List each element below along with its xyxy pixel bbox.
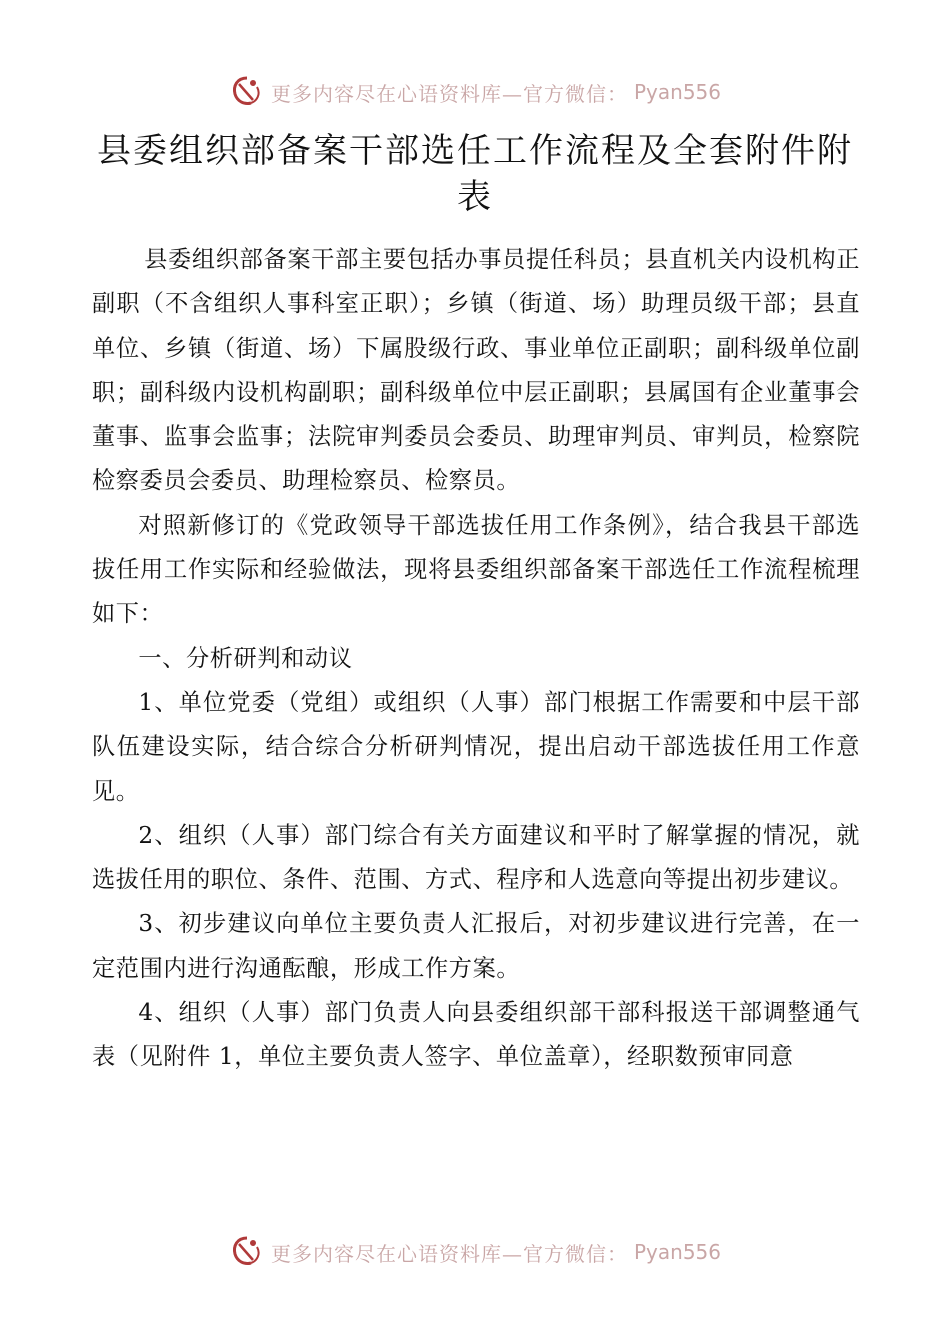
footer-watermark bbox=[0, 1232, 950, 1272]
paragraph-step-2: 2、组织（人事）部门综合有关方面建议和平时了解掌握的情况，就选拔任用的职位、条件、范围、方式、程序和人选意向等提出初步建议。 bbox=[92, 821, 860, 894]
section-heading: 一、分析研判和动议 bbox=[138, 644, 353, 672]
watermark-text: 更多内容尽在心语资料库—官方微信： bbox=[270, 1241, 628, 1266]
paragraph-basis: 对照新修订的《党政领导干部选拔任用工作条例》，结合我县干部选拔任用工作实际和经验做法，现将县委组织部备案干部选任工作流程梳理如下： bbox=[92, 511, 860, 628]
ribbon-logo-icon bbox=[229, 74, 265, 110]
watermark-wechat-id: Pyan556 bbox=[633, 80, 721, 104]
header-watermark bbox=[0, 72, 950, 112]
watermark-text: 更多内容尽在心语资料库—官方微信： bbox=[270, 81, 628, 106]
document-title: 县委组织部备案干部选任工作流程及全套附件附表 bbox=[97, 131, 853, 217]
paragraph-step-4: 4、组织（人事）部门负责人向县委组织部干部科报送干部调整通气表（见附件 1，单位主要负责人签字、单位盖章），经职数预审同意 bbox=[92, 999, 860, 1071]
document-body bbox=[92, 238, 860, 1080]
ribbon-logo-icon bbox=[229, 1234, 265, 1270]
paragraph-scope: 县委组织部备案干部主要包括办事员提任科员；县直机关内设机构正副职（不含组织人事科室正职）；乡镇（街道、场）助理员级干部；县直单位、乡镇（街道、场）下属股级行政、事业单位正副职；副科级单位副职；副科级内设机构副职；副科级单位中层正副职；县属国有企业董事会董事、监事会监事；法院审判委员会委员、助理审判员、审判员，检察院检察委员会委员、助理检察员、检察员。 bbox=[92, 246, 860, 495]
watermark-wechat-id: Pyan556 bbox=[633, 1240, 721, 1264]
paragraph-step-1: 1、单位党委（党组）或组织（人事）部门根据工作需要和中层干部队伍建设实际，结合综合分析研判情况，提出启动干部选拔任用工作意见。 bbox=[92, 688, 860, 805]
paragraph-step-3: 3、初步建议向单位主要负责人汇报后，对初步建议进行完善，在一定范围内进行沟通酝酿，形成工作方案。 bbox=[92, 910, 860, 982]
